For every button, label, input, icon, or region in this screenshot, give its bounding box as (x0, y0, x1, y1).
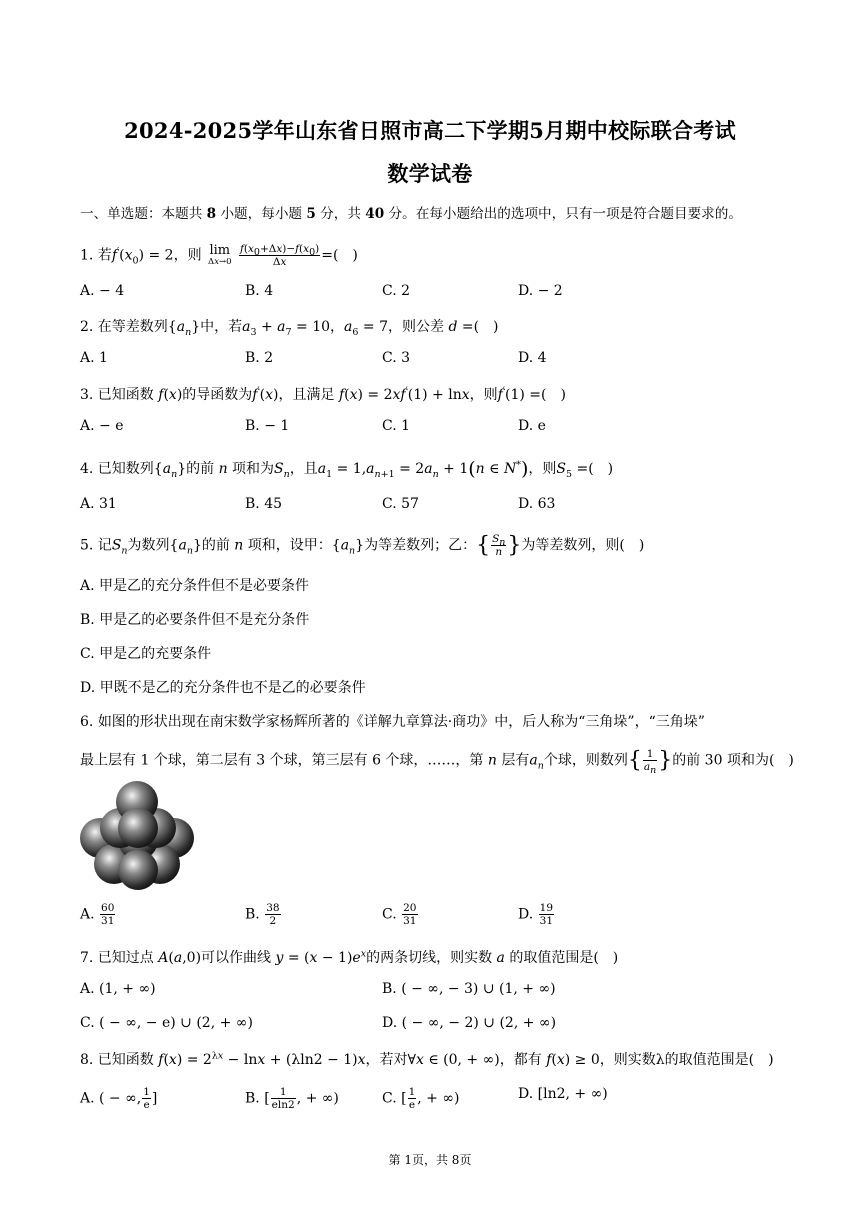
q2-option-c[interactable]: C. 3 (382, 350, 411, 366)
q2-option-b[interactable]: B. 2 (245, 350, 274, 366)
question-4: 4. 已知数列$\{a_n\}$的前 n 项和为$S_n$，且$a_1 = 1,a_{n+1} = 2a_n + 1(n$ ∈ N*)，则$S_5$ =( ) (80, 458, 614, 480)
q1-option-b[interactable]: B. 4 (245, 283, 274, 299)
q6-option-c[interactable]: C. $\frac{20}{31}$ (382, 902, 417, 927)
q4-option-b[interactable]: B. 45 (245, 496, 283, 512)
q6-option-d[interactable]: D. $\frac{19}{31}$ (518, 902, 554, 927)
q3-option-d[interactable]: D. e (518, 418, 546, 434)
ball (118, 850, 158, 890)
page-footer: 第 1页，共 8页 (388, 1153, 472, 1167)
q3-option-a[interactable]: A. − e (80, 418, 124, 434)
question-8: 8. 已知函数 $f(x) = 2^{\lambda x} - \ln x + (\lambda\ln 2 - 1)x$，若对∀x ∈ (0, + ∞)，都有 f(x) ≥ 0，则实数λ的取值范围是( ) (80, 1050, 774, 1068)
q1-option-c[interactable]: C. 2 (382, 283, 411, 299)
question-3: 3. 已知函数 f(x)的导函数为f′(x)，且满足 f(x) = 2xf′(1) + lnx，则f′(1) =( ) (80, 385, 566, 403)
q6-option-a[interactable]: A. $\frac{60}{31}$ (80, 902, 115, 927)
q2-option-a[interactable]: A. 1 (80, 350, 108, 366)
q8-option-d[interactable]: D. [ln2, + ∞) (518, 1086, 608, 1102)
q1-option-a[interactable]: A. − 4 (80, 283, 125, 299)
q8-option-c[interactable]: C. [ $\frac{1}{e}$ , + ∞) (382, 1086, 460, 1111)
triangular-pile-figure (78, 780, 198, 892)
q5-option-a[interactable]: A. 甲是乙的充分条件但不是必要条件 (80, 578, 310, 594)
question-5: 5. 记$S_n$为数列$\{a_n\}$的前 n 项和，设甲：$\{a_n\}$为等差数列；乙：{ $\frac{S_n}{n}$ }为等差数列，则( ) (80, 533, 645, 558)
question-1: 1. 若$f'(x_0) = 2$，则 lim Δx→0 $\frac{f(x_0+\Delta x)-f(x_0)}{\Delta x}$ =( ) (80, 243, 358, 268)
q4-option-c[interactable]: C. 57 (382, 496, 419, 512)
q8-option-b[interactable]: B. [ $\frac{1}{eln2}$ , + ∞) (245, 1086, 339, 1111)
section-heading: 一、单选题：本题共 8 小题，每小题 5 分，共 40 分。在每小题给出的选项中，只有一项是符合题目要求的。 (80, 206, 742, 222)
q7-option-b[interactable]: B. ( − ∞, − 3) ∪ (1, + ∞) (382, 981, 556, 997)
q7-option-c[interactable]: C. ( − ∞, − e) ∪ (2, + ∞) (80, 1015, 253, 1031)
q2-option-d[interactable]: D. 4 (518, 350, 547, 366)
q6-option-b[interactable]: B. $\frac{38}{2}$ (245, 902, 280, 927)
exam-title: 2024-2025学年山东省日照市高二下学期5月期中校际联合考试 (124, 118, 736, 143)
q5-option-b[interactable]: B. 甲是乙的必要条件但不是充分条件 (80, 612, 310, 628)
ball (118, 808, 158, 848)
q4-option-a[interactable]: A. 31 (80, 496, 117, 512)
q7-option-d[interactable]: D. ( − ∞, − 2) ∪ (2, + ∞) (382, 1015, 557, 1031)
question-6-line1: 6. 如图的形状出现在南宋数学家杨辉所著的《详解九章算法·商功》中，后人称为“三角垛”，“三角垛” (80, 714, 705, 730)
q3-option-b[interactable]: B. − 1 (245, 418, 290, 434)
question-7: 7. 已知过点 A(a,0)可以作曲线 $y = (x - 1)e^x$的两条切线，则实数 a 的取值范围是( ) (80, 948, 619, 966)
q5-option-c[interactable]: C. 甲是乙的充要条件 (80, 646, 212, 662)
q8-option-a[interactable]: A. ( − ∞, $\frac{1}{e}$ ] (80, 1086, 158, 1111)
question-2: 2. 在等差数列$\{a_n\}$中，若$a_3 + a_7 = 10$，$a_6 = 7$，则公差 d =( ) (80, 319, 499, 338)
question-6-line2: 最上层有 1 个球，第二层有 3 个球，第三层有 6 个球，……，第 n 层有$a_n$个球，则数列{ $\frac{1}{a_n}$ }的前 30 项和为( ) (80, 748, 794, 777)
exam-subtitle: 数学试卷 (387, 161, 473, 186)
q4-option-d[interactable]: D. 63 (518, 496, 556, 512)
q1-option-d[interactable]: D. − 2 (518, 283, 563, 299)
q5-option-d[interactable]: D. 甲既不是乙的充分条件也不是乙的必要条件 (80, 680, 366, 696)
q7-option-a[interactable]: A. (1, + ∞) (80, 981, 156, 997)
q3-option-c[interactable]: C. 1 (382, 418, 411, 434)
